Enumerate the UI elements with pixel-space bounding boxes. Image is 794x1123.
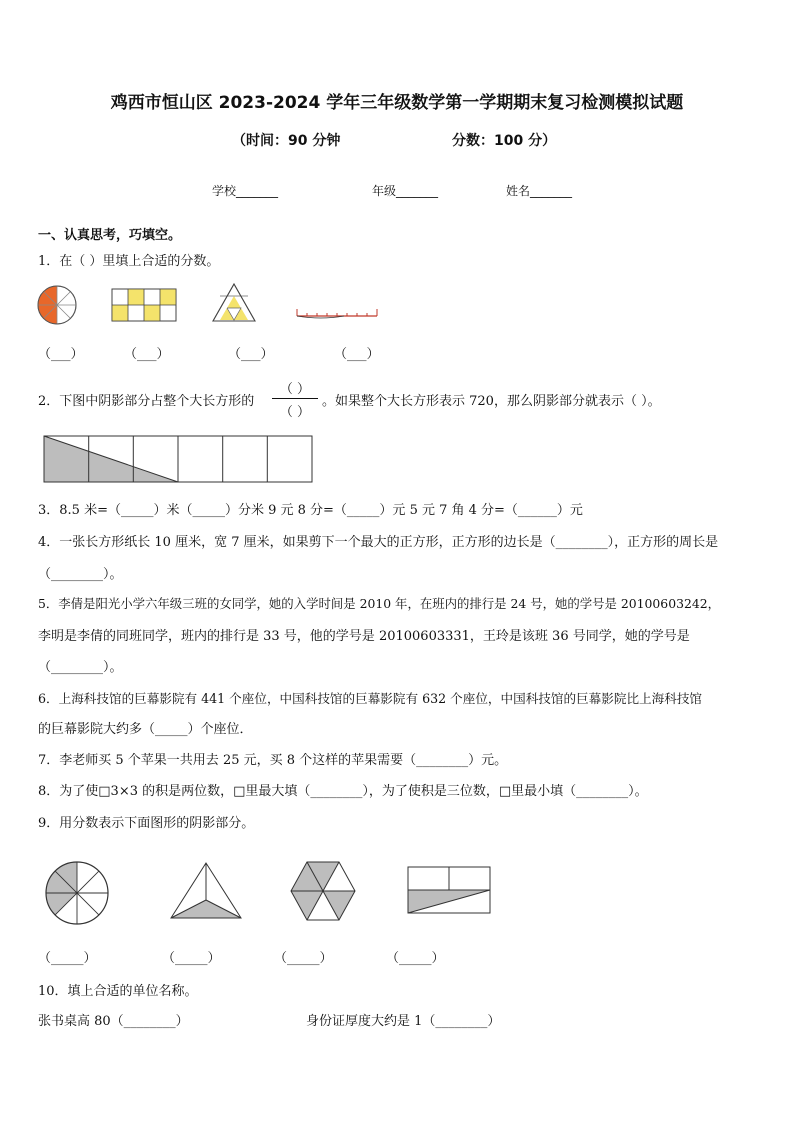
q1-triangle-figure [212, 283, 256, 323]
question-2-tail: 。如果整个大长方形表示 720，那么阴影部分就表示（ ）。 [322, 394, 661, 409]
q9-triangle-figure [170, 862, 242, 920]
q1-blank-4[interactable]: （___） [334, 347, 380, 362]
section-heading: 一、认真思考，巧填空。 [38, 228, 182, 243]
question-9: 9．用分数表示下面图形的阴影部分。 [38, 816, 255, 831]
name-field: 姓名_______ [506, 184, 573, 198]
grade-field: 年级_______ [372, 184, 439, 198]
q9-circle-figure [44, 860, 110, 926]
q1-blank-2[interactable]: （___） [124, 347, 170, 362]
q9-blank-2[interactable]: （_____） [162, 951, 221, 966]
question-6-line-2: 的巨幕影院大约多（_____）个座位． [38, 722, 253, 737]
question-5-line-2: 李明是李倩的同班同学，班内的排行是 33 号，他的学号是 20100603331，王玲是该班 36 号同学，她的学号是 [38, 629, 690, 644]
exam-score: 分数：100 分） [452, 133, 557, 149]
question-8: 8．为了使□3×3 的积是两位数，□里最大填（________），为了使积是三位数，□里最小填（________）。 [38, 784, 648, 799]
question-3: 3．8.5 米=（_____）米（_____）分米 9 元 8 分=（_____）元 5 元 7 角 4 分=（______）元 [38, 503, 583, 518]
q2-rectangle-figure [44, 436, 312, 482]
page-title: 鸡西市恒山区 2023-2024 学年三年级数学第一学期期末复习检测模拟试题 [110, 93, 684, 113]
q9-blank-4[interactable]: （_____） [386, 951, 445, 966]
q2-denominator[interactable]: （ ） [279, 405, 311, 420]
q10-item-a: 张书桌高 80（________） [38, 1014, 189, 1029]
q10-item-b: 身份证厚度大约是 1（________） [306, 1014, 501, 1029]
fraction-bar [272, 398, 318, 399]
question-6-line-1: 6．上海科技馆的巨幕影院有 441 个座位，中国科技馆的巨幕影院有 632 个座位，中国科技馆的巨幕影院比上海科技馆 [38, 691, 703, 706]
q1-circle-figure [36, 284, 78, 326]
q1-segment-figure [296, 306, 378, 320]
question-4-line-2: （________）。 [38, 567, 123, 582]
q9-hexagon-figure [290, 860, 356, 922]
q1-blank-1[interactable]: （___） [38, 347, 84, 362]
question-5-line-3: （________）。 [38, 660, 123, 675]
q9-blank-3[interactable]: （_____） [274, 951, 333, 966]
question-2-lead: 2．下图中阴影部分占整个大长方形的 [38, 394, 255, 409]
question-7: 7．李老师买 5 个苹果一共用去 25 元，买 8 个这样的苹果需要（________）元。 [38, 753, 508, 768]
exam-time: （时间：90 分钟 [232, 133, 341, 149]
q2-numerator[interactable]: （ ） [279, 382, 311, 397]
q1-blank-3[interactable]: （___） [228, 347, 274, 362]
q1-grid-figure [112, 289, 176, 321]
school-field: 学校_______ [212, 184, 279, 198]
q9-rectangle-figure [408, 867, 490, 913]
q9-blank-1[interactable]: （_____） [38, 951, 97, 966]
question-5-line-1: 5．李倩是阳光小学六年级三班的女同学，她的入学时间是 2010 年，在班内的排行是 24 号，她的学号是 20100603242， [38, 596, 720, 611]
question-4-line-1: 4．一张长方形纸长 10 厘米，宽 7 厘米，如果剪下一个最大的正方形，正方形的边长是（________），正方形的周长是 [38, 535, 719, 550]
question-10: 10．填上合适的单位名称。 [38, 984, 198, 999]
question-1: 1．在（ ）里填上合适的分数。 [38, 254, 220, 269]
